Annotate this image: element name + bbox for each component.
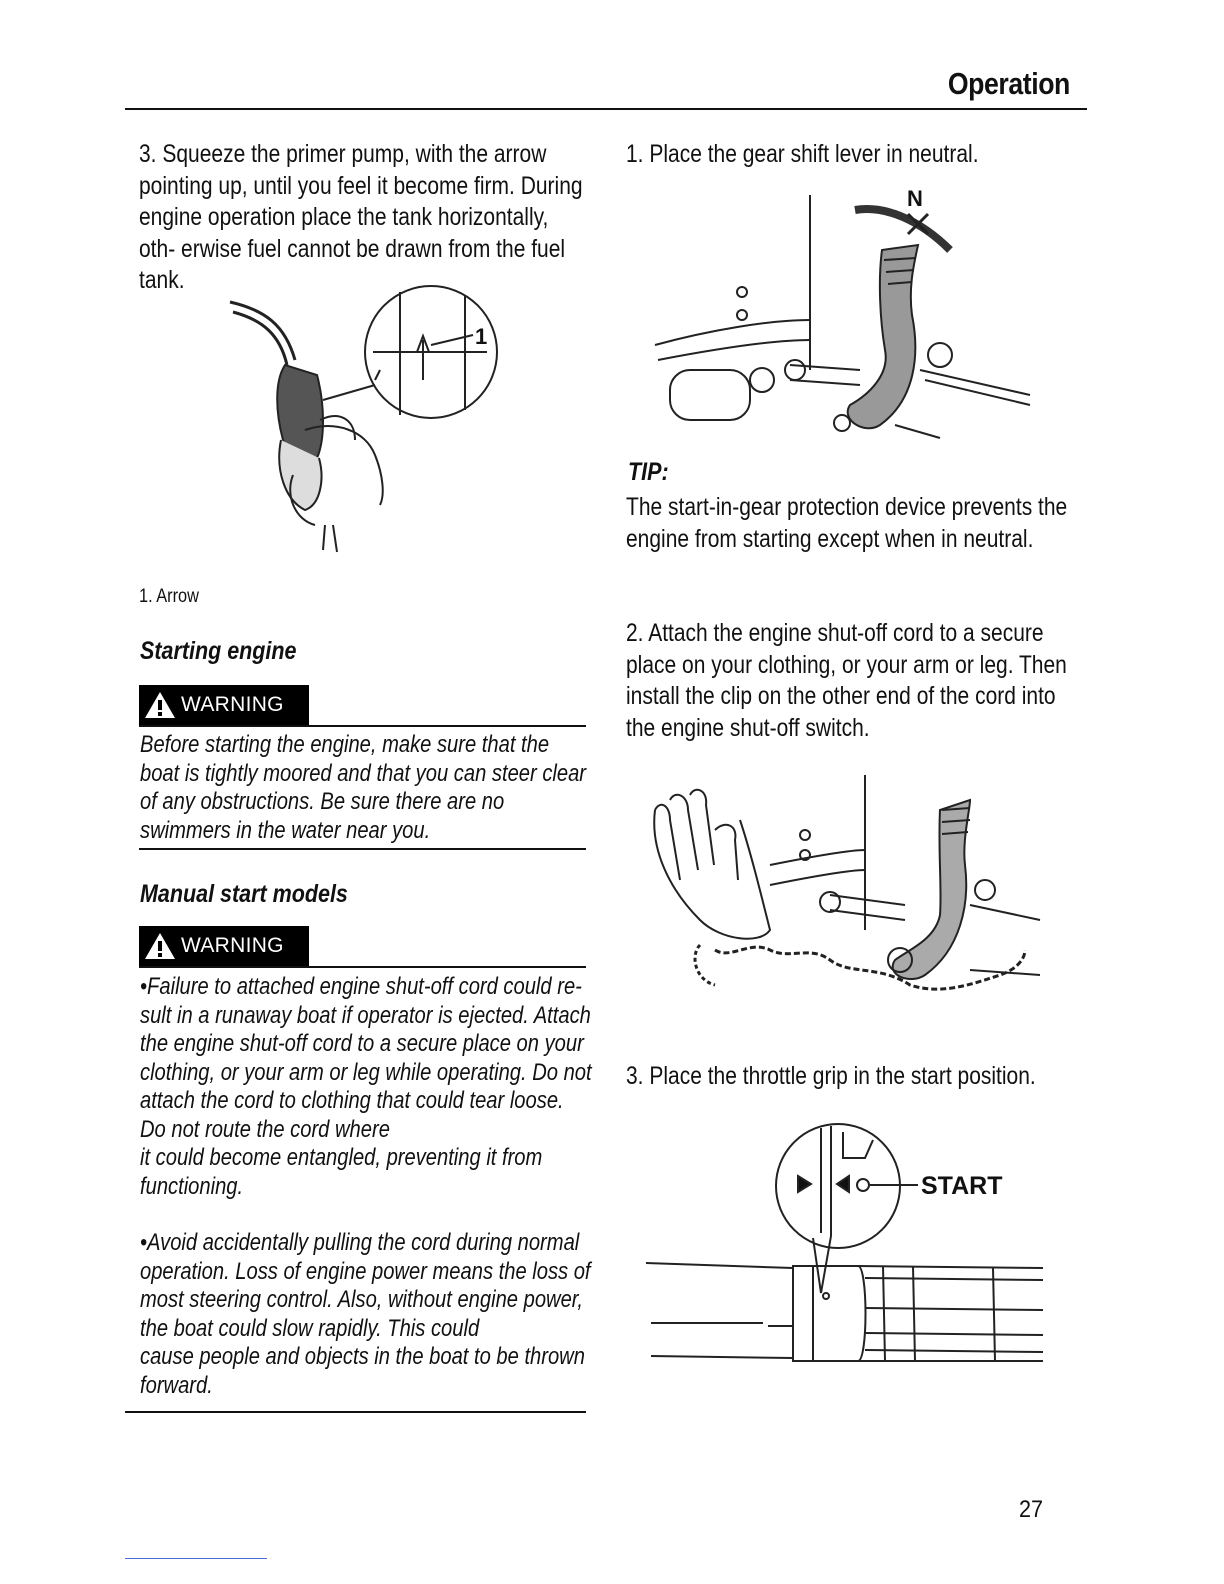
warning-triangle-icon <box>143 931 177 961</box>
footer-link-underline <box>125 1558 267 1559</box>
warning-2-paragraph-2b: cause people and objects in the boat to be thrown forward. <box>140 1343 585 1399</box>
warning-2-paragraph-1b: it could become entangled, preventing it from functioning. <box>140 1144 543 1200</box>
warning-1-bottom-rule <box>139 848 586 850</box>
heading-starting-engine: Starting engine <box>140 637 297 665</box>
figure-caption-arrow: 1. Arrow <box>139 586 199 607</box>
warning-triangle-icon <box>143 690 177 720</box>
warning-2-paragraph-1: •Failure to attached engine shut-off cord could re- sult in a runaway boat if operator is ejected. Attach the engine shut-off cord to a secure place on your clothing, or your arm or leg while operating. Do not attach the cord to clothing that could tear loose. Do not route the cord where <box>140 973 592 1143</box>
page-number: 27 <box>1019 1496 1044 1523</box>
step-3-throttle-text <box>626 1061 1084 1093</box>
warning-1-top-rule <box>139 725 586 727</box>
shutoff-cord-illustration <box>640 770 1050 1025</box>
figure-callout-1: 1 <box>475 324 488 349</box>
step-3-throttle-paragraph: 3. Place the throttle grip in the start position. <box>626 1062 1036 1090</box>
page-header-title: Operation <box>947 66 1070 101</box>
step-2-cord-text <box>626 618 1084 744</box>
tip-text <box>626 492 1084 555</box>
tip-label: TIP: <box>628 458 669 486</box>
header-divider <box>125 108 1087 110</box>
throttle-grip-illustration <box>643 1118 1048 1373</box>
warning-label-1: WARNING <box>181 693 284 716</box>
step-1-gear-text <box>626 139 1084 171</box>
tip-paragraph: The start-in-gear protection device prevents the engine from starting except when in neutral. <box>626 493 1068 553</box>
step-3-primer-paragraph: 3. Squeeze the primer pump, with the arrow pointing up, until you feel it become firm. During engine operation place the tank horizontally, oth- erwise fuel cannot be drawn from the fuel tank. <box>139 140 583 294</box>
warning-2-top-rule <box>139 966 586 968</box>
warning-badge-2 <box>139 926 309 966</box>
primer-pump-illustration <box>225 280 505 560</box>
warning-1-paragraph: Before starting the engine, make sure that the boat is tightly moored and that you can steer clear of any obstructions. Be sure there are no swimmers in the water near you. <box>140 731 587 844</box>
warning-badge-1 <box>139 685 309 725</box>
warning-2-bottom-rule <box>125 1411 586 1413</box>
step-1-gear-paragraph: 1. Place the gear shift lever in neutral. <box>626 140 979 168</box>
gear-shift-illustration <box>650 180 1040 445</box>
warning-2-text <box>140 973 594 1400</box>
step-2-cord-paragraph: 2. Attach the engine shut-off cord to a secure place on your clothing, or your arm or leg. Then install the clip on the other end of the cord into the engine shut-off switch. <box>626 619 1067 742</box>
warning-1-text <box>140 731 589 845</box>
step-3-primer-text <box>139 139 584 297</box>
figure-3-start-label: START <box>921 1172 1003 1200</box>
figure-1-neutral-label: N <box>907 186 923 211</box>
heading-manual-start: Manual start models <box>140 880 348 908</box>
warning-label-2: WARNING <box>181 934 284 957</box>
warning-2-paragraph-2: •Avoid accidentally pulling the cord during normal operation. Loss of engine power means the loss of most steering control. Also, without engine power, the boat could slow rapidly. This could <box>140 1229 591 1342</box>
